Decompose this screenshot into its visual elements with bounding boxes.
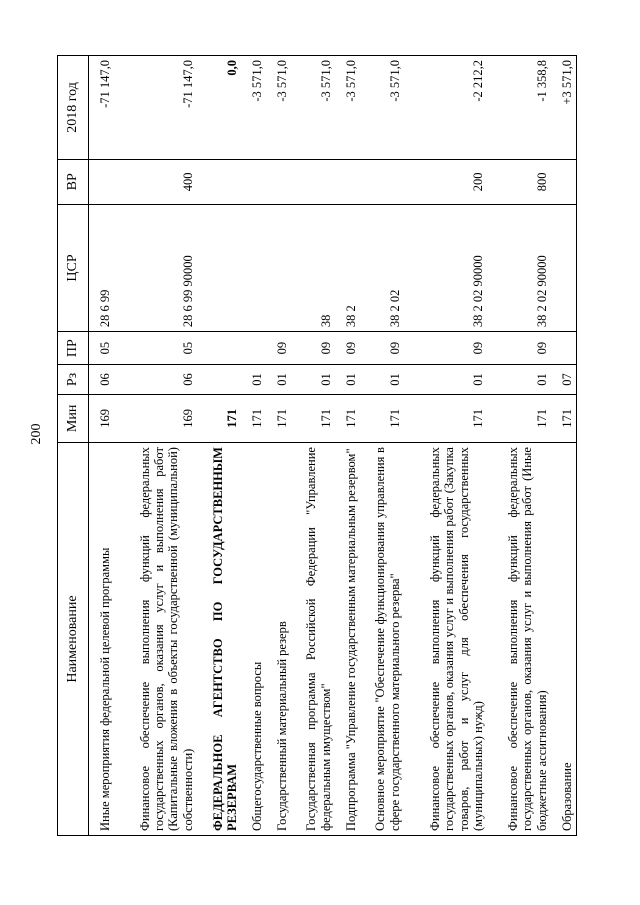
row-pr: 09 [404,332,487,365]
row-name: Государственный материальный резерв [266,443,291,836]
row-rz: 01 [335,365,360,395]
header-name: Наименование [58,443,89,836]
table-row [551,56,577,836]
row-vr [551,159,577,204]
budget-table [57,55,577,836]
row-pr: 05 [114,332,197,365]
header-csr: ЦСР [58,204,89,331]
row-rz: 06 [89,365,114,395]
header-pr: ПР [58,332,89,365]
row-csr [241,204,266,331]
header-min: Мин [58,394,89,442]
row-min: 169 [114,394,197,442]
row-min: 171 [266,394,291,442]
row-min: 171 [487,394,551,442]
row-name: Финансовое обеспечение выполнения функций федеральных государственных органов, оказания услуг и выполнения работ (Закупка товаров, работ и услуг для обеспечения государственных (муниципальных) нужд) [404,443,487,836]
row-name: Образование [551,443,577,836]
table-row [360,56,404,836]
table-row [487,56,551,836]
table-row [335,56,360,836]
row-amount: -71 147,0 [89,56,114,160]
row-vr: 800 [487,159,551,204]
row-amount: -1 358,8 [487,56,551,160]
page-number: 200 [29,423,44,445]
row-rz: 01 [266,365,291,395]
row-rz: 01 [241,365,266,395]
row-csr: 38 2 02 [360,204,404,331]
row-rz: 01 [404,365,487,395]
row-pr [241,332,266,365]
row-name: Государственная программа Российской Федерации "Управление федеральным имуществом" [291,443,335,836]
table-header-row [58,56,89,836]
row-pr [197,332,241,365]
table-row [89,56,114,836]
row-min: 171 [197,394,241,442]
table-row [266,56,291,836]
row-name: Финансовое обеспечение выполнения функций федеральных государственных органов, оказания услуг и выполнения работ (Капитальные вложения в объекты государственной (муниципальной) собственности) [114,443,197,836]
row-min: 171 [551,394,577,442]
row-csr [197,204,241,331]
row-rz [197,365,241,395]
row-vr [360,159,404,204]
row-name: ФЕДЕРАЛЬНОЕ АГЕНТСТВО ПО ГОСУДАРСТВЕННЫМ РЕЗЕРВАМ [197,443,241,836]
row-rz: 01 [291,365,335,395]
row-pr: 09 [266,332,291,365]
row-vr [241,159,266,204]
row-amount: -3 571,0 [291,56,335,160]
row-name: Подпрограмма "Управление государственным материальным резервом" [335,443,360,836]
table-row [197,56,241,836]
row-amount: -3 571,0 [266,56,291,160]
row-amount: 0,0 [197,56,241,160]
table-body [89,56,577,836]
row-csr: 28 6 99 [89,204,114,331]
row-rz: 01 [487,365,551,395]
row-name: Финансовое обеспечение выполнения функций федеральных государственных органов, оказания услуг и выполнения работ (Иные бюджетные ассигнования) [487,443,551,836]
row-vr [89,159,114,204]
row-vr [266,159,291,204]
row-csr: 38 2 [335,204,360,331]
budget-table-container [57,55,577,836]
row-name: Основное мероприятие "Обеспечение функционирования управления в сфере государственного материального резерва" [360,443,404,836]
row-rz: 07 [551,365,577,395]
row-min: 171 [404,394,487,442]
header-year: 2018 год [58,56,89,160]
row-min: 171 [335,394,360,442]
row-vr [197,159,241,204]
row-pr [551,332,577,365]
row-csr: 38 [291,204,335,331]
row-min: 171 [241,394,266,442]
row-amount: -71 147,0 [114,56,197,160]
table-row [241,56,266,836]
row-min: 171 [291,394,335,442]
row-amount: -3 571,0 [241,56,266,160]
row-csr: 28 6 99 90000 [114,204,197,331]
row-name: Иные мероприятия федеральной целевой программы [89,443,114,836]
row-amount: -3 571,0 [335,56,360,160]
row-amount: +3 571,0 [551,56,577,160]
row-pr: 09 [487,332,551,365]
row-vr [291,159,335,204]
row-csr: 38 2 02 90000 [487,204,551,331]
table-row [114,56,197,836]
row-rz: 06 [114,365,197,395]
row-csr: 38 2 02 90000 [404,204,487,331]
row-vr: 400 [114,159,197,204]
row-amount: -3 571,0 [360,56,404,160]
row-vr [335,159,360,204]
row-vr: 200 [404,159,487,204]
row-min: 171 [360,394,404,442]
table-row [404,56,487,836]
row-rz: 01 [360,365,404,395]
row-pr: 09 [291,332,335,365]
row-amount: -2 212,2 [404,56,487,160]
row-csr [551,204,577,331]
row-min: 169 [89,394,114,442]
row-pr: 09 [335,332,360,365]
row-csr [266,204,291,331]
header-vr: ВР [58,159,89,204]
row-pr: 09 [360,332,404,365]
header-rz: Рз [58,365,89,395]
row-name: Общегосударственные вопросы [241,443,266,836]
row-pr: 05 [89,332,114,365]
table-row [291,56,335,836]
